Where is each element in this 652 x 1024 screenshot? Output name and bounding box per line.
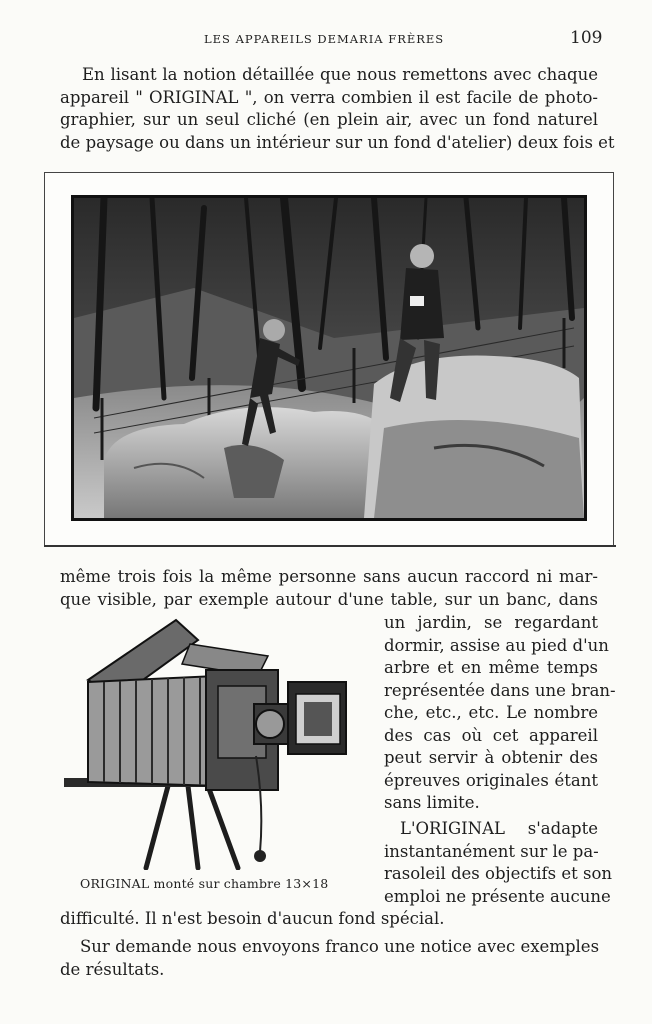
camera-icon: [58, 616, 358, 870]
text-line: difficulté. Il n'est besoin d'aucun fond spécial.: [60, 909, 445, 928]
text-line: même trois fois la même personne sans aucun raccord ni mar-: [60, 567, 598, 586]
text-line: instantanément sur le pa-: [384, 841, 599, 861]
text-line: peut servir à obtenir des: [384, 748, 598, 767]
page-number: 109: [570, 28, 603, 48]
figure-rule: [44, 545, 616, 547]
text-line: che, etc., etc. Le nombre: [384, 703, 598, 722]
text-line: représentée dans une bran-: [384, 680, 616, 700]
demande-paragraph: [60, 936, 598, 981]
text-line: appareil " ORIGINAL ", on verra combien il est facile de photo-: [60, 87, 598, 107]
text-line: de résultats.: [60, 959, 165, 979]
text-line: Sur demande nous envoyons franco une notice avec exemples: [80, 937, 600, 956]
continue-paragraph: [60, 566, 598, 611]
photograph-boys-on-rocks: [71, 195, 587, 521]
text-line: dormir, assise au pied d'un: [384, 635, 609, 655]
adapt-paragraph: [384, 818, 613, 908]
text-line: emploi ne présente aucune: [384, 886, 611, 906]
camera-illustration: [58, 616, 358, 870]
text-line: sans limite.: [384, 793, 480, 812]
text-line: de paysage ou dans un intérieur sur un fond d'atelier) deux fois et: [60, 132, 615, 152]
wrapped-paragraph: [384, 612, 616, 815]
text-line: graphier, sur un seul cliché (en plein air, avec un fond naturel: [60, 110, 598, 129]
text-line: rasoleil des objectifs et son: [384, 864, 613, 883]
text-line: épreuves originales étant: [384, 770, 598, 790]
intro-paragraph: [60, 64, 615, 154]
photo-figure: [44, 172, 614, 546]
page-header: [0, 30, 652, 50]
text-line: un jardin, se regardant: [384, 613, 598, 632]
camera-caption: ORIGINAL monté sur chambre 13×18: [80, 876, 329, 891]
text-line: En lisant la notion détaillée que nous remettons avec chaque: [82, 65, 598, 84]
running-title: LES APPAREILS DEMARIA FRÈRES: [204, 32, 445, 46]
text-line: que visible, par exemple autour d'une table, sur un banc, dans: [60, 589, 598, 609]
text-line: arbre et en même temps: [384, 658, 598, 677]
text-line: des cas où cet appareil: [384, 725, 598, 745]
difficulte-line: [60, 908, 460, 931]
text-line: L'ORIGINAL s'adapte: [400, 819, 598, 838]
forest-scene-image: [74, 198, 584, 518]
